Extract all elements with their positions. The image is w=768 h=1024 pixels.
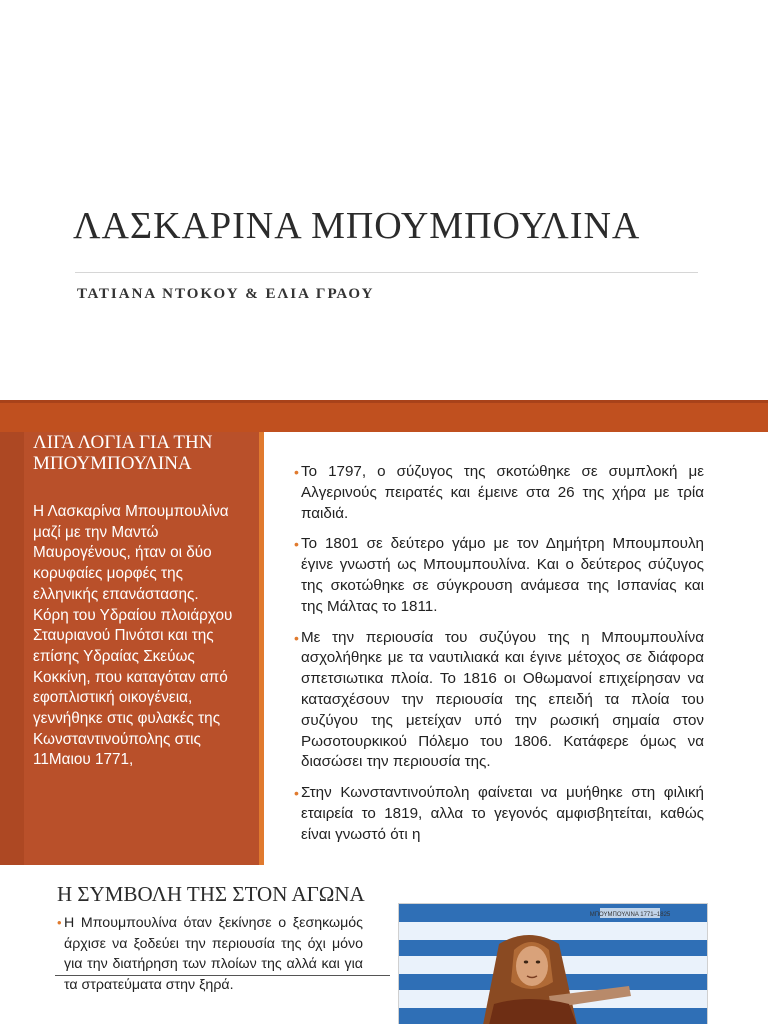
bullet-item (294, 534, 704, 617)
biography-slide (0, 432, 768, 865)
slide-separator-band (0, 400, 768, 432)
bullet-text: Με την περιουσία του συζύγου της η Μπουμπουλίνα ασχολήθηκε με τα ναυτιλιακά και έγινε μέτοχος σε διάφορα σπετσιωτικα πλοία. Το 1816 οι Οθωμανοί επιχείρησαν να κατασχέσουν την περιουσία της επειδή τα πλοία του συζύγου της μετείχαν υπό την ρωσική σημαία στον Ρωσοτουρκικού Πόλεμο του 1806. Κατάφερε όμως να διασώσει την περιουσία της. (301, 628, 704, 771)
biography-bullet-list (294, 462, 704, 856)
bullet-item (57, 913, 363, 995)
bullet-text: Το 1801 σε δεύτερο γάμο με τον Δημήτρη Μπουμπουλη έγινε γνωστή ως Μπουμπουλίνα. Και ο δεύτερος σύζυγος της σκοτώθηκε σε σύγκρουση ανάμεσα της Ισπανίας και της Μάλτας το 1811. (301, 535, 704, 615)
bullet-marker: • (294, 785, 299, 802)
contribution-bullet-list (57, 913, 363, 1005)
sidebar-edge-strip (0, 432, 24, 865)
slide-separator-edge (0, 400, 768, 403)
sidebar-heading: ΛΙΓΑ ΛΟΓΙΑ ΓΙΑ ΤΗΝ ΜΠΟΥΜΠΟΥΛΙΝΑ (33, 432, 213, 474)
biography-sidebar (0, 432, 259, 865)
bullet-marker: • (57, 915, 62, 930)
portrait-image (398, 903, 708, 1024)
title-slide (0, 0, 768, 400)
title-divider (75, 272, 698, 273)
portrait-caption: ΜΠΟΥΜΠΟΥΛΙΝΑ 1771–1825 (589, 912, 671, 918)
bullet-text: Στην Κωνσταντινούπολη φαίνεται να μυήθηκε στη φιλική εταιρεία το 1819, αλλα το γεγονός αμφισβητείται, καθώς είναι γνωστό ότι η (301, 784, 704, 843)
sidebar-accent-bar (259, 432, 264, 865)
presentation-title: ΛΑΣΚΑΡΙΝΑ ΜΠΟΥΜΠΟΥΛΙΝΑ (73, 205, 641, 247)
bouboulina-portrait (399, 904, 707, 1024)
bullet-item (294, 783, 704, 845)
contribution-title: Η ΣΥΜΒΟΛΗ ΤΗΣ ΣΤΟΝ ΑΓΩΝΑ (57, 882, 365, 906)
bullet-marker: • (294, 464, 299, 480)
bullet-item (294, 628, 704, 774)
contribution-slide (0, 865, 768, 1024)
presentation-authors: ΤΑΤΙΑΝΑ ΝΤΟΚΟΥ & ΕΛΙΑ ΓΡΑΟΥ (77, 286, 375, 302)
slide-frame-line (55, 975, 390, 976)
bullet-text: Η Μπουμπουλίνα όταν ξεκίνησε ο ξεσηκωμός άρχισε να ξοδεύει την περιουσία της όχι μόνο για την διατήρηση των πλοίων της αλλά και για τα στρατεύματα στην ξηρά. (64, 915, 363, 993)
bullet-marker: • (294, 629, 299, 646)
bullet-text: Το 1797, ο σύζυγος της σκοτώθηκε σε συμπλοκή με Αλγερινούς πειρατές και έμεινε στα 26 της χήρα με τρία παιδιά. (301, 463, 704, 522)
sidebar-body-text: Η Λασκαρίνα Μπουμπουλίνα μαζί με την Μαντώ Μαυρογένους, ήταν οι δύο κορυφαίες μορφές της ελληνικής επανάστασης. Κόρη του Υδραίου πλοιάρχου Σταυριανού Πινότσι και της επίσης Υδραίας Σκεύως Κοκκίνη, που καταγόταν από εφοπλιστική οικογένεια, γεννήθηκε στις φυλακές της Κωνσταντινούπολης στις 11Μαιου 1771, (33, 503, 233, 769)
bullet-marker: • (294, 536, 299, 553)
bullet-item (294, 462, 704, 524)
